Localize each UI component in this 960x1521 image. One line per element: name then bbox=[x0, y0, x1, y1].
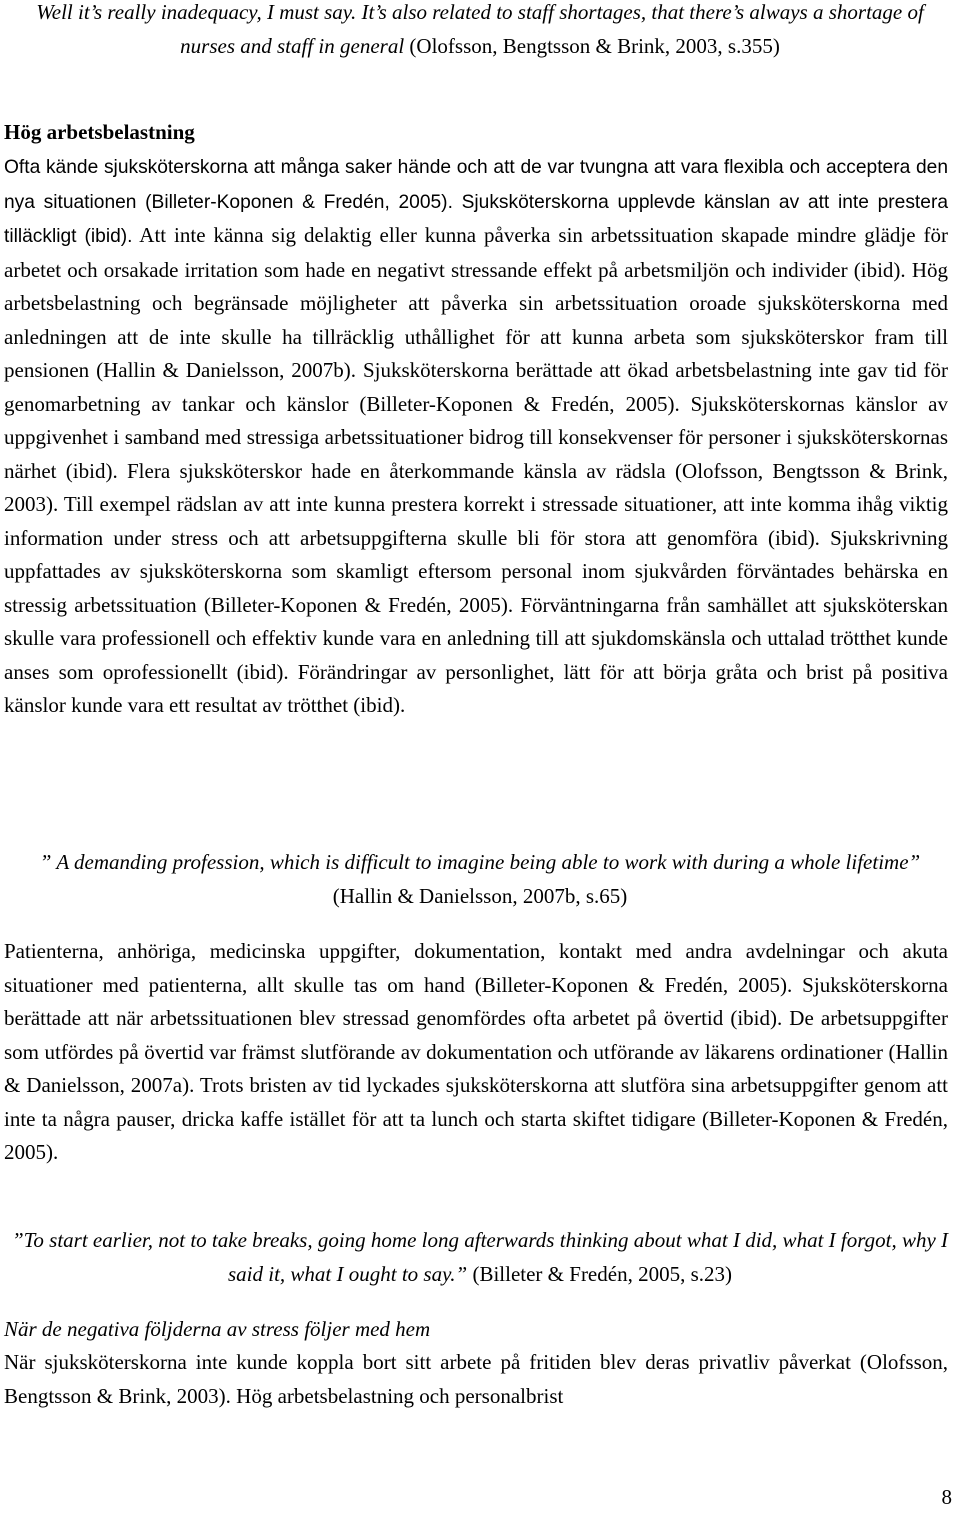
quote-text: ”To start earlier, not to take breaks, going home long afterwards thinking about what I did, what I forgot, why I said it, what I ought to say.” bbox=[11, 1228, 949, 1286]
paragraph-sans-text: Ofta kände sjuksköterskorna att många saker hände och att de var tvungna att vara flexibla och acceptera den nya situationen (Billeter-Koponen & Fredén, 2005). Sjuksköterskorna upplevde känslan av att inte prestera tilläckligt (ibid). bbox=[4, 157, 948, 247]
quote-citation: (Billeter & Fredén, 2005, s.23) bbox=[467, 1261, 732, 1286]
quote-citation: (Hallin & Danielsson, 2007b, s.65) bbox=[332, 883, 628, 908]
quote-text: ” A demanding profession, which is difficult to imagine being able to work with during a whole lifetime” bbox=[39, 850, 921, 874]
quote-demanding-profession bbox=[10, 846, 950, 913]
quote-start-earlier bbox=[10, 1224, 950, 1291]
paragraph-workload bbox=[4, 150, 948, 723]
paragraph-home: När sjuksköterskorna inte kunde koppla bort sitt arbete på fritiden blev deras privatliv påverkat (Olofsson, Bengtsson & Brink, 2003). Hög arbetsbelastning och personalbrist bbox=[4, 1350, 948, 1408]
quote-staff-shortage bbox=[10, 0, 950, 63]
section-subheading-home: När de negativa följderna av stress följer med hem bbox=[4, 1317, 431, 1341]
section-heading-workload: Hög arbetsbelastning bbox=[4, 120, 195, 144]
page-number: 8 bbox=[941, 1485, 952, 1509]
quote-citation: (Olofsson, Bengtsson & Brink, 2003, s.355) bbox=[404, 33, 780, 58]
paragraph-overtime: Patienterna, anhöriga, medicinska uppgifter, dokumentation, kontakt med andra avdelningar och akuta situationer med patienterna, allt skulle tas om hand (Billeter-Koponen & Fredén, 2005). Sjuksköterskorna berättade att när arbetssituationen blev stressad genomfördes ofta arbetet på övertid (ibid). De arbetsuppgifter som utfördes på övertid var främst slutförande av dokumentation och utförande av läkarens ordinationer (Hallin & Danielsson, 2007a). Trots bristen av tid lyckades sjuksköterskorna att slutföra sina arbetsuppgifter genom att inte ta några pauser, dricka kaffe istället för att ta lunch och starta skiftet tidigare (Billeter-Koponen & Fredén, 2005). bbox=[4, 939, 948, 1164]
quote-text: Well it’s really inadequacy, I must say. It’s also related to staff shortages, that there’s always a shortage of nurses and staff in general bbox=[36, 0, 924, 58]
paragraph-sans-text-2: Att inte känna sig delaktig eller kunna påverka sin arbetssituation skapade mindre glädje för arbetet och orsakade irritation som hade en negativt stressande effekt på arbetsmiljön och individer (ibid). bbox=[4, 223, 948, 282]
paragraph-serif-text: Hög arbetsbelastning och begränsade möjligheter att påverka sin arbetssituation oroade sjuksköterskorna med anledningen att de inte skulle ha tillräcklig uthållighet för att kunna arbeta som sjuksköterskor fram till pensionen (Hallin & Danielsson, 2007b). Sjuksköterskorna berättade att ökad arbetsbelastning inte gav tid för genomarbetning av tankar och känslor (Billeter-Koponen & Fredén, 2005). Sjuksköterskornas känslor av uppgivenhet i samband med stressiga arbetssituationer bidrog till konsekvenser för personer i sjuksköterskornas närhet (ibid). Flera sjuksköterskor hade en återkommande känsla av rädsla (Olofsson, Bengtsson & Brink, 2003). Till exempel rädslan av att inte kunna prestera korrekt i stressade situationer, att inte komma ihåg viktig information under stress och att arbetsuppgifterna skulle bli för stora att genomföra (ibid). Sjukskrivning uppfattades av sjuksköterskorna som skamligt eftersom personal inom sjukvården förväntades behärska en stressig arbetssituation (Billeter-Koponen & Fredén, 2005). Förväntningarna från samhället att sjuksköterskan skulle vara professionell och effektiv kunde vara en anledning till att sjukdomskänsla och uttalad trötthet kunde anses som oprofessionellt (ibid). Förändringar av personlighet, lätt för att börja gråta och brist på positiva känslor kunde vara ett resultat av trötthet (ibid). bbox=[4, 257, 948, 717]
